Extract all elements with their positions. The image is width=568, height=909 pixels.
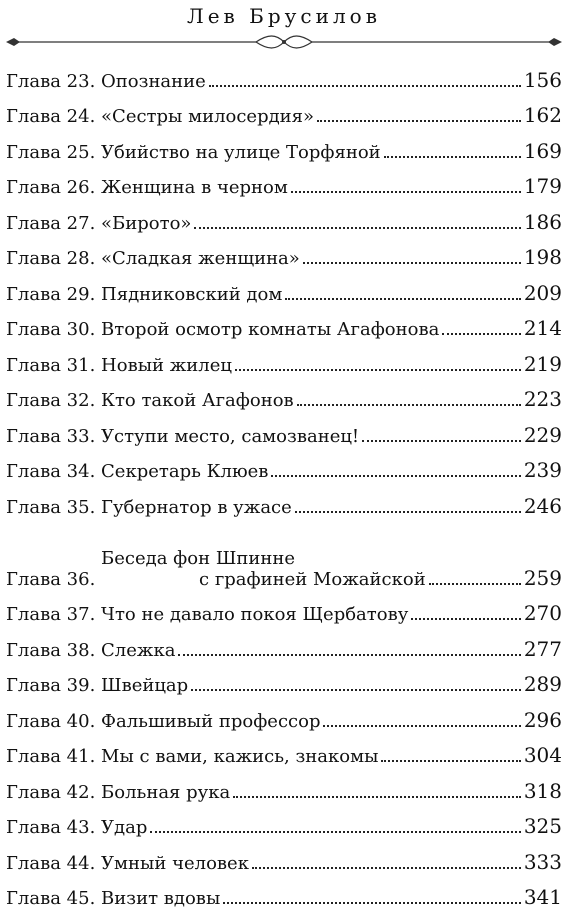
toc-entry: [6, 447, 562, 483]
toc-entry: [6, 482, 562, 518]
dot-leader: [411, 617, 521, 620]
toc-entry: [6, 696, 562, 732]
chapter-title: [101, 548, 426, 590]
chapter-number: Глава 24.: [6, 106, 95, 127]
toc-entry: [6, 411, 562, 447]
chapter-number: Глава 31.: [6, 355, 95, 376]
toc-entry: [6, 92, 562, 128]
toc-entry: [6, 625, 562, 661]
chapter-title: Губернатор в ужасе: [101, 497, 292, 518]
chapter-number: Глава 37.: [6, 604, 95, 625]
toc-entry: [6, 340, 562, 376]
dot-leader: [429, 582, 521, 585]
page-number: 169: [524, 139, 562, 163]
dot-leader: [381, 759, 520, 762]
page-number: 223: [524, 387, 562, 411]
dot-leader: [297, 403, 521, 406]
toc-entry: [6, 661, 562, 697]
toc-entry: [6, 163, 562, 199]
toc-entry: [6, 56, 562, 92]
chapter-number: Глава 44.: [6, 853, 95, 874]
chapter-title: Секретарь Клюев: [101, 461, 268, 482]
page-number: 318: [524, 779, 562, 803]
page-number: 296: [524, 708, 562, 732]
toc-entry: [6, 518, 562, 590]
chapter-title: Удар: [101, 817, 147, 838]
dot-leader: [223, 901, 521, 904]
chapter-number: Глава 26.: [6, 177, 95, 198]
dot-leader: [191, 688, 521, 691]
chapter-number: Глава 32.: [6, 390, 95, 411]
chapter-title: «Сладкая женщина»: [101, 248, 300, 269]
chapter-number: Глава 36.: [6, 569, 95, 590]
page-number: 270: [524, 601, 562, 625]
dot-leader: [252, 866, 521, 869]
page-number: 304: [524, 743, 562, 767]
chapter-title-line1: Беседа фон Шпинне: [101, 548, 295, 569]
toc-entry: [6, 127, 562, 163]
table-of-contents: [6, 56, 562, 909]
chapter-number: Глава 33.: [6, 426, 95, 447]
dot-leader: [295, 510, 521, 513]
page-number: 156: [524, 68, 562, 92]
chapter-number: Глава 40.: [6, 711, 95, 732]
toc-entry: [6, 874, 562, 909]
dot-leader: [291, 190, 521, 193]
header-ornament: [6, 34, 562, 50]
toc-entry: [6, 767, 562, 803]
chapter-number: Глава 39.: [6, 675, 95, 696]
chapter-number: Глава 38.: [6, 640, 95, 661]
chapter-number: Глава 29.: [6, 284, 95, 305]
toc-entry: [6, 732, 562, 768]
chapter-number: Глава 43.: [6, 817, 95, 838]
toc-entry: [6, 234, 562, 270]
page-number: 289: [524, 672, 562, 696]
toc-entry: [6, 376, 562, 412]
page-number: 219: [524, 352, 562, 376]
chapter-number: Глава 41.: [6, 746, 95, 767]
chapter-title: Новый жилец: [101, 355, 232, 376]
chapter-title: Что не давало покоя Щербатову: [101, 604, 408, 625]
chapter-number: Глава 25.: [6, 142, 95, 163]
chapter-title: Фальшивый профессор: [101, 711, 320, 732]
dot-leader: [271, 474, 520, 477]
page-number: 333: [524, 850, 562, 874]
page-number: 229: [524, 423, 562, 447]
page-number: 341: [524, 885, 562, 909]
chapter-title: «Сестры милосердия»: [101, 106, 314, 127]
chapter-title-line2: с графиней Можайской: [101, 569, 426, 590]
toc-entry: [6, 198, 562, 234]
chapter-number: Глава 35.: [6, 497, 95, 518]
chapter-title: Уступи место, самозванец!: [101, 426, 359, 447]
chapter-title: Больная рука: [101, 782, 230, 803]
dot-leader: [194, 226, 520, 229]
chapter-number: Глава 34.: [6, 461, 95, 482]
chapter-title: Визит вдовы: [101, 888, 220, 909]
dot-leader: [150, 830, 520, 833]
dot-leader: [362, 439, 521, 442]
toc-entry: [6, 590, 562, 626]
page-number: 325: [524, 814, 562, 838]
page-number: 277: [524, 637, 562, 661]
dot-leader: [317, 119, 521, 122]
dot-leader: [285, 297, 520, 300]
dot-leader: [233, 795, 521, 798]
chapter-title: Мы с вами, кажись, знакомы: [101, 746, 378, 767]
dot-leader: [442, 332, 520, 335]
page-number: 186: [524, 210, 562, 234]
chapter-title: «Бирото»: [101, 213, 191, 234]
chapter-title: Кто такой Агафонов: [101, 390, 294, 411]
chapter-title: Пядниковский дом: [101, 284, 282, 305]
chapter-title: Женщина в черном: [101, 177, 288, 198]
chapter-title: Второй осмотр комнаты Агафонова: [101, 319, 439, 340]
chapter-number: Глава 28.: [6, 248, 95, 269]
chapter-title: Умный человек: [101, 853, 249, 874]
dot-leader: [178, 653, 520, 656]
chapter-title: Убийство на улице Торфяной: [101, 142, 381, 163]
chapter-title: Опознание: [101, 71, 206, 92]
chapter-title: Слежка: [101, 640, 175, 661]
dot-leader: [384, 155, 521, 158]
chapter-number: Глава 27.: [6, 213, 95, 234]
chapter-number: Глава 30.: [6, 319, 95, 340]
toc-entry: [6, 803, 562, 839]
page-number: 239: [524, 458, 562, 482]
dot-leader: [209, 84, 521, 87]
dot-leader: [303, 261, 521, 264]
page-number: 198: [524, 245, 562, 269]
chapter-number: Глава 23.: [6, 71, 95, 92]
toc-entry: [6, 305, 562, 341]
toc-entry: [6, 838, 562, 874]
page-number: 209: [524, 281, 562, 305]
chapter-title: Швейцар: [101, 675, 188, 696]
page-number: 259: [524, 566, 562, 590]
page-number: 214: [524, 316, 562, 340]
toc-entry: [6, 269, 562, 305]
dot-leader: [323, 724, 520, 727]
dot-leader: [235, 368, 521, 371]
page-number: 162: [524, 103, 562, 127]
running-header-author: Лев Брусилов: [0, 4, 568, 28]
chapter-number: Глава 45.: [6, 888, 95, 909]
chapter-number: Глава 42.: [6, 782, 95, 803]
page-number: 246: [524, 494, 562, 518]
page-number: 179: [524, 174, 562, 198]
